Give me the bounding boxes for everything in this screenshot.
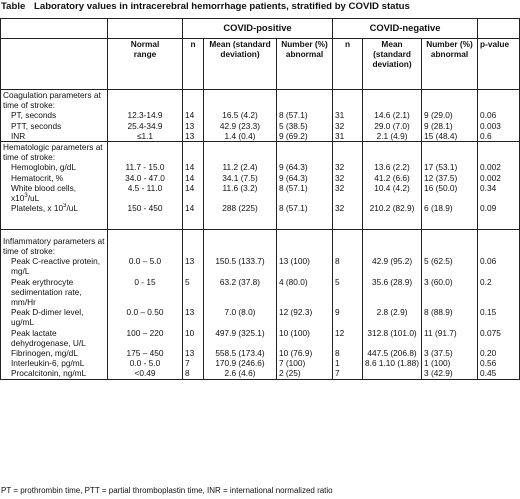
table-row: Interleukin-6, pg/mL 0.0 - 5.0 7 170.9 (246.6) 7 (100) 1 8.6 1.10 (1.88) 1 (100) 0.56 <box>1 358 520 368</box>
table-row: Peak D-dimer level, ug/mL 0.0 – 0.50 13 7.0 (8.0) 12 (92.3) 9 2.8 (2.9) 8 (88.9) 0.15 <box>1 307 520 327</box>
number-header-pos: Number (%) abnormal <box>277 39 333 90</box>
table-label: Table <box>1 1 26 12</box>
section-title-inflammatory: Inflammatory parameters at time of stroke: <box>1 229 108 256</box>
table-row: Fibrinogen, mg/dL 175 – 450 13 558.5 (173.4) 10 (76.9) 8 447.5 (206.8) 3 (37.5) 0.20 <box>1 348 520 358</box>
footnote: PT = prothrombin time, PTT = partial thromboplastin time, INR = international normalized ratio <box>1 486 333 495</box>
hematologic-section <box>1 142 520 230</box>
group-header-row <box>1 19 520 39</box>
column-header-row <box>1 39 520 90</box>
table-row: Hematocrit, % 34.0 - 47.0 14 34.1 (7.5) 9 (64.3) 32 41.2 (6.6) 12 (37.5) 0.002 <box>1 173 520 183</box>
mean-header-neg: Mean (standard deviation) <box>363 39 422 90</box>
table-title <box>1 1 410 12</box>
table-caption: Laboratory values in intracerebral hemorrhage patients, stratified by COVID status <box>34 1 410 12</box>
section-title-coagulation: Coagulation parameters at time of stroke: <box>1 90 108 111</box>
section-title-hematologic: Hematologic parameters at time of stroke: <box>1 142 108 163</box>
inflammatory-section <box>1 229 520 379</box>
n-header-neg: n <box>333 39 363 90</box>
table-row: PT, seconds 12.3-14.9 14 16.5 (4.2) 8 (57.1) 31 14.6 (2.1) 9 (29.0) 0.06 <box>1 110 520 120</box>
covid-negative-header: COVID-negative <box>333 19 478 39</box>
table-row: INR ≤1.1 13 1.4 (0.4) 9 (69.2) 31 2.1 (4.9) 15 (48.4) 0.6 <box>1 131 520 142</box>
table-row: Hemoglobin, g/dL 11.7 - 15.0 14 11.2 (2.4) 9 (64.3) 32 13.6 (2.2) 17 (53.1) 0.002 <box>1 162 520 172</box>
mean-header-pos: Mean (standard deviation) <box>204 39 277 90</box>
number-header-neg: Number (%) abnormal <box>422 39 478 90</box>
table-row: Procalcitonin, ng/mL <0.49 8 2.6 (4.6) 2 (25) 7 3 (42.9) 0.45 <box>1 368 520 379</box>
table-row: Platelets, x $10^3/uL$ 150 - 450 14 288 (225) 8 (57.1) 32 210.2 (82.9) 6 (18.9) 0.09 <box>1 203 520 229</box>
p-value-header: p-value <box>478 39 520 90</box>
coagulation-section <box>1 90 520 142</box>
lab-values-table <box>0 18 520 380</box>
table-row: Peak erythrocyte sedimentation rate, mm/Hr 0 - 15 5 63.2 (37.8) 4 (80.0) 5 35.6 (28.9) 3 (60.0) 0.2 <box>1 277 520 308</box>
table-row: White blood cells, $x10^3/uL$ 4.5 - 11.0 14 11.6 (3.2) 8 (57.1) 32 10.4 (4.2) 16 (50.0) 0.34 <box>1 183 520 203</box>
covid-positive-header: COVID-positive <box>183 19 333 39</box>
table-row: Peak C-reactive protein, mg/L 0.0 – 5.0 13 150.5 (133.7) 13 (100) 8 42.9 (95.2) 5 (62.5) 0.06 <box>1 256 520 276</box>
n-header-pos: n <box>183 39 204 90</box>
table-row: Peak lactate dehydrogenase, U/L 100 – 220 10 497.9 (325.1) 10 (100) 12 312.8 (101.0) 11 (91.7) 0.075 <box>1 328 520 348</box>
table-row: PTT, seconds 25.4-34.9 13 42.9 (23.3) 5 (38.5) 32 29.0 (7.0) 9 (28.1) 0.003 <box>1 121 520 131</box>
normal-range-header: Normal range <box>108 39 183 90</box>
